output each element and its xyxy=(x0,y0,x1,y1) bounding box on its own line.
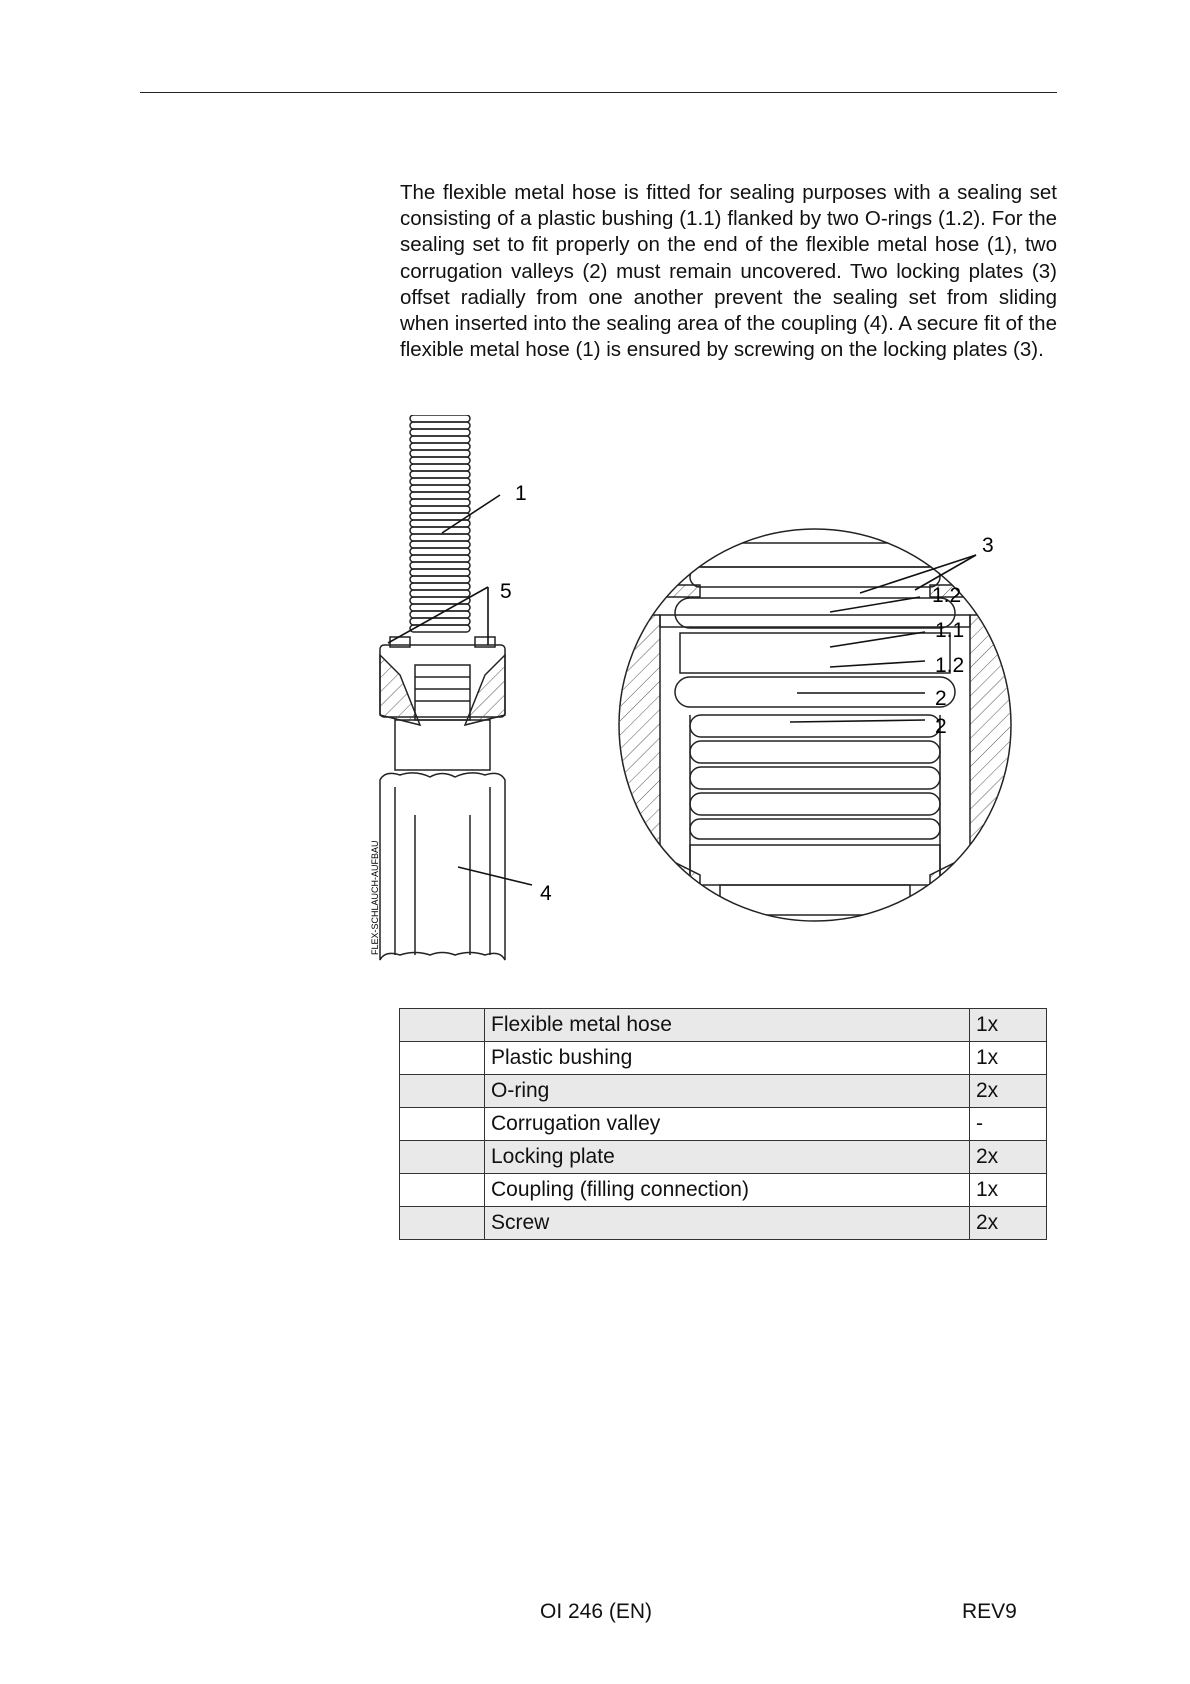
table-row xyxy=(400,1207,1047,1240)
footer-revision: REV9 xyxy=(962,1600,1017,1623)
part-name-cell: O-ring xyxy=(485,1075,970,1108)
table-row xyxy=(400,1042,1047,1075)
callout-2b: 2 xyxy=(935,715,947,738)
side-label: FLEX-SCHLAUCH-AUFBAU xyxy=(370,840,380,955)
hose-corrugation xyxy=(410,513,470,520)
hose-corrugation xyxy=(410,443,470,450)
item-number-cell xyxy=(400,1009,485,1042)
hose-corrugation xyxy=(410,436,470,443)
leader-1-1 xyxy=(830,632,925,647)
callout-1: 1 xyxy=(515,482,527,505)
footer-doc-id: OI 246 (EN) xyxy=(540,1600,653,1623)
part-name-cell: Screw xyxy=(485,1207,970,1240)
callout-1-2-top: 1.2 xyxy=(932,584,962,607)
hose-corrugation xyxy=(410,415,470,422)
table-row xyxy=(400,1009,1047,1042)
hose-corrugation xyxy=(410,555,470,562)
hose-corrugation xyxy=(410,548,470,555)
hose-corrugation xyxy=(410,618,470,625)
hose-side-view xyxy=(380,415,505,960)
item-number-cell xyxy=(400,1207,485,1240)
header-rule xyxy=(140,92,1057,93)
leader-1-2-bottom xyxy=(830,661,925,667)
quantity-cell: 2x xyxy=(970,1141,1047,1174)
parts-table xyxy=(399,1008,1047,1240)
callout-3: 3 xyxy=(982,534,994,557)
quantity-cell: 1x xyxy=(970,1042,1047,1075)
leader-1-2-top xyxy=(830,597,920,612)
hose-corrugation xyxy=(410,534,470,541)
table-row xyxy=(400,1108,1047,1141)
hose-corrugation xyxy=(410,450,470,457)
hose-corrugation xyxy=(410,492,470,499)
item-number-cell xyxy=(400,1141,485,1174)
part-name-cell: Plastic bushing xyxy=(485,1042,970,1075)
item-number-cell xyxy=(400,1042,485,1075)
hose-corrugation xyxy=(410,541,470,548)
hose-corrugation xyxy=(410,464,470,471)
quantity-cell: 2x xyxy=(970,1075,1047,1108)
callout-5: 5 xyxy=(500,580,512,603)
description-paragraph: The flexible metal hose is fitted for sealing purposes with a sealing set consisting of a plastic bushing (1.1) flanked by two O-rings (1.2). For the sealing set to fit properly on the end of the flexible metal hose (1), two corrugation valleys (2) must remain uncovered. Two locking plates (3) offset radially from one another prevent the sealing set from sliding when inserted into the sealing area of the coupling (4). A secure fit of the flexible metal hose (1) is ensured by screwing on the locking plates (3). xyxy=(400,181,1057,362)
hose-corrugation xyxy=(410,478,470,485)
hose-corrugation xyxy=(410,485,470,492)
table-row xyxy=(400,1174,1047,1207)
hose-corrugation xyxy=(410,590,470,597)
hose-corrugation xyxy=(410,583,470,590)
leader-2b xyxy=(790,720,925,722)
quantity-cell: - xyxy=(970,1108,1047,1141)
hose-corrugation xyxy=(410,506,470,513)
leader-5a xyxy=(388,587,488,643)
callout-4: 4 xyxy=(540,882,552,905)
hose-corrugation xyxy=(410,429,470,436)
table-row xyxy=(400,1075,1047,1108)
table-row xyxy=(400,1141,1047,1174)
hose-corrugation xyxy=(410,457,470,464)
hose-corrugation xyxy=(410,604,470,611)
hose-corrugation xyxy=(410,569,470,576)
hose-corrugation xyxy=(410,499,470,506)
hose-assembly-figure xyxy=(360,415,1060,970)
quantity-cell: 1x xyxy=(970,1174,1047,1207)
part-name-cell: Corrugation valley xyxy=(485,1108,970,1141)
hose-corrugation xyxy=(410,422,470,429)
quantity-cell: 1x xyxy=(970,1009,1047,1042)
part-name-cell: Flexible metal hose xyxy=(485,1009,970,1042)
callout-1-1: 1.1 xyxy=(935,619,965,642)
callout-1-2-bottom: 1.2 xyxy=(935,654,965,677)
leader-4 xyxy=(458,867,532,885)
hose-corrugation xyxy=(410,471,470,478)
hose-corrugation xyxy=(410,527,470,534)
item-number-cell xyxy=(400,1075,485,1108)
quantity-cell: 2x xyxy=(970,1207,1047,1240)
callout-2a: 2 xyxy=(935,687,947,710)
hose-corrugation xyxy=(410,576,470,583)
item-number-cell xyxy=(400,1108,485,1141)
part-name-cell: Coupling (filling connection) xyxy=(485,1174,970,1207)
part-name-cell: Locking plate xyxy=(485,1141,970,1174)
detail-view xyxy=(615,515,1015,935)
leader-1 xyxy=(442,495,500,533)
item-number-cell xyxy=(400,1174,485,1207)
hose-corrugation xyxy=(410,562,470,569)
